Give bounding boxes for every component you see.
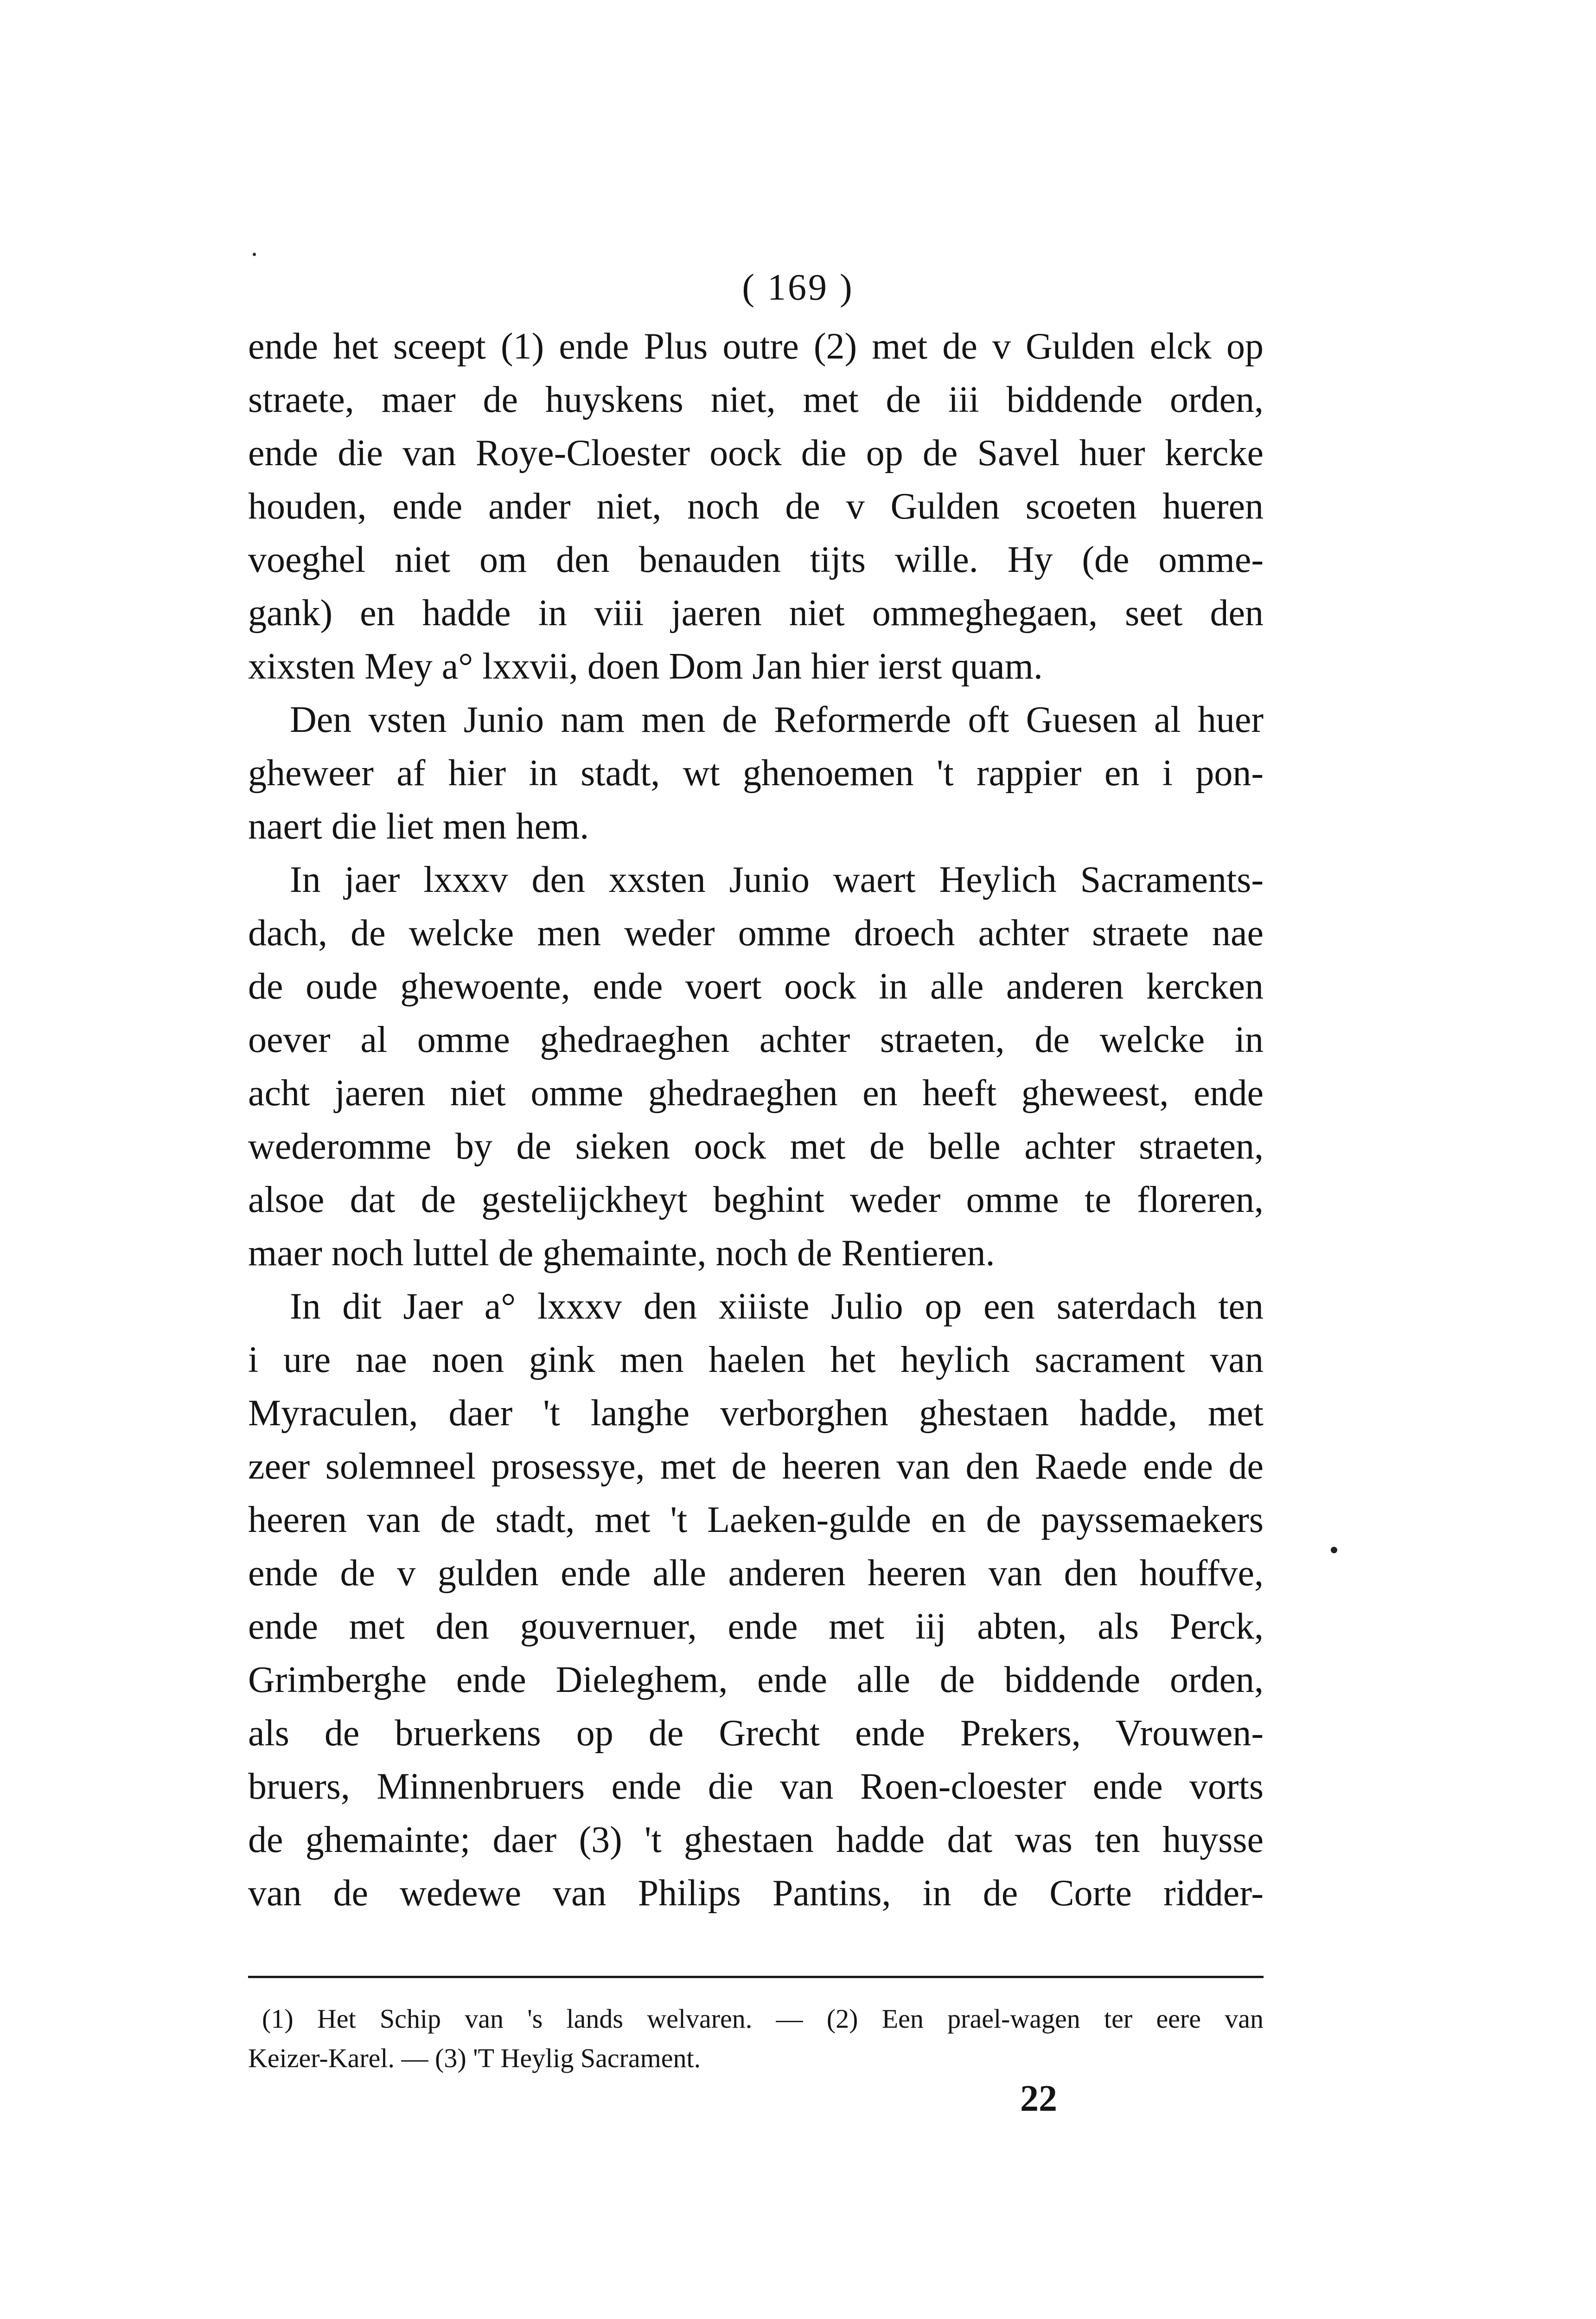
footnote-line: (1) Het Schip van 's lands welvaren. — (2) Een prael-wagen ter eere van bbox=[262, 2004, 1264, 2034]
text-line: In jaer lxxxv den xxsten Junio waert Heylich Sacraments- bbox=[290, 859, 1264, 900]
print-speck bbox=[253, 253, 256, 256]
text-line: Grimberghe ende Dieleghem, ende alle de biddende orden, bbox=[248, 1659, 1264, 1700]
text-line: ende de v gulden ende alle anderen heeren van den houffve, bbox=[248, 1553, 1264, 1594]
text-line: bruers, Minnenbruers ende die van Roen-cloester ende vorts bbox=[248, 1766, 1264, 1807]
text-line: acht jaeren niet omme ghedraeghen en heeft gheweest, ende bbox=[248, 1073, 1264, 1114]
signature-mark: 22 bbox=[1020, 2078, 1057, 2119]
text-line: de oude ghewoente, ende voert oock in alle anderen kercken bbox=[248, 966, 1264, 1007]
text-line: van de wedewe van Philips Pantins, in de Corte ridder- bbox=[248, 1873, 1264, 1914]
text-line: dach, de welcke men weder omme droech achter straete nae bbox=[248, 913, 1264, 954]
text-line: In dit Jaer a° lxxxv den xiiiste Julio op een saterdach ten bbox=[290, 1286, 1264, 1327]
text-line: de ghemainte; daer (3) 't ghestaen hadde dat was ten huysse bbox=[248, 1819, 1264, 1860]
text-line: straete, maer de huyskens niet, met de iii biddende orden, bbox=[248, 379, 1264, 420]
footnotes bbox=[248, 1999, 1264, 2078]
text-line: ende die van Roye-Cloester oock die op de Savel huer kercke bbox=[248, 433, 1264, 474]
text-line: Myraculen, daer 't langhe verborghen ghestaen hadde, met bbox=[248, 1393, 1264, 1434]
text-line: naert die liet men hem. bbox=[248, 806, 589, 847]
page-number: ( 169 ) bbox=[742, 267, 854, 308]
footnote-line: Keizer-Karel. — (3) 'T Heylig Sacrament. bbox=[248, 2043, 701, 2073]
footnote-divider bbox=[248, 1976, 1264, 1978]
text-line: houden, ende ander niet, noch de v Gulden scoeten hueren bbox=[248, 486, 1264, 527]
body-text bbox=[248, 320, 1264, 1920]
text-line: xixsten Mey a° lxxvii, doen Dom Jan hier ierst quam. bbox=[248, 646, 1043, 687]
text-line: Den vsten Junio nam men de Reformerde oft Guesen al huer bbox=[290, 699, 1264, 740]
text-line: i ure nae noen gink men haelen het heylich sacrament van bbox=[248, 1339, 1264, 1380]
text-line: als de bruerkens op de Grecht ende Prekers, Vrouwen- bbox=[248, 1713, 1264, 1754]
text-line: ende het sceept (1) ende Plus outre (2) met de v Gulden elck op bbox=[248, 326, 1264, 367]
text-line: voeghel niet om den benauden tijts wille. Hy (de omme- bbox=[248, 539, 1264, 580]
text-line: oever al omme ghedraeghen achter straeten, de welcke in bbox=[248, 1019, 1264, 1060]
text-line: zeer solemneel prosessye, met de heeren van den Raede ende de bbox=[248, 1446, 1264, 1487]
text-line: heeren van de stadt, met 't Laeken-gulde en de payssemaekers bbox=[248, 1499, 1264, 1540]
text-line: gheweer af hier in stadt, wt ghenoemen 't rappier en i pon- bbox=[248, 753, 1264, 794]
text-line: ende met den gouvernuer, ende met iij abten, als Perck, bbox=[248, 1606, 1264, 1647]
text-line: maer noch luttel de ghemainte, noch de Rentieren. bbox=[248, 1233, 995, 1274]
text-line: gank) en hadde in viii jaeren niet ommeghegaen, seet den bbox=[248, 593, 1264, 634]
text-line: alsoe dat de gestelijckheyt beghint weder omme te floreren, bbox=[248, 1179, 1264, 1220]
text-line: wederomme by de sieken oock met de belle achter straeten, bbox=[248, 1126, 1264, 1167]
print-speck bbox=[1331, 1547, 1337, 1553]
